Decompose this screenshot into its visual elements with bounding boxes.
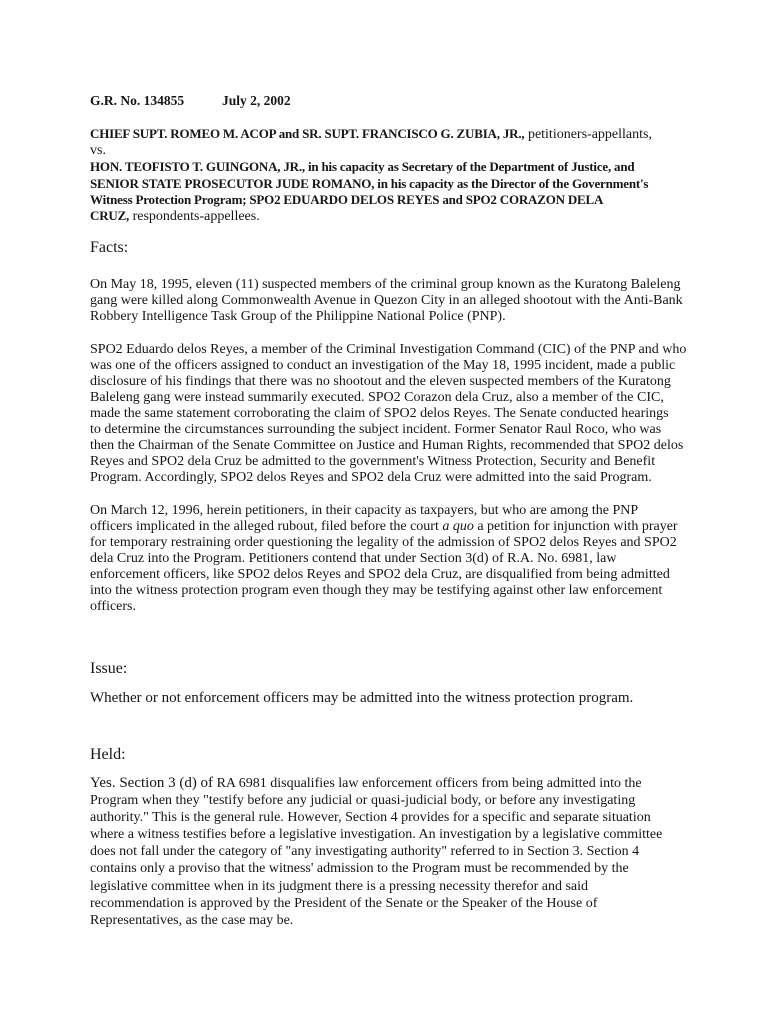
text-line: Program when they "testify before any judicial or quasi-judicial body, or before any investigating (90, 793, 636, 809)
respondents-line: Witness Protection Program; SPO2 EDUARDO DELOS REYES and SPO2 CORAZON DELA (90, 191, 604, 207)
case-number: G.R. No. 134855 (90, 93, 185, 108)
text-line: authority." This is the general rule. However, Section 4 provides for a specific and separate situation (90, 810, 651, 826)
text-line: was one of the officers assigned to conduct an investigation of the May 18, 1995 incident, made a public (90, 358, 676, 373)
text-line: recommendation is approved by the President of the Senate or the Speaker of the House of (90, 895, 598, 911)
text-line: to determine the circumstances surrounding the subject incident. Former Senator Raul Roco, who was (90, 422, 662, 437)
text-line: disclosure of his findings that there was no shootout and the eleven suspected members of the Kuratong (90, 374, 671, 389)
text-line: Robbery Intelligence Task Group of the Philippine National Police (PNP). (90, 309, 506, 324)
text-line: SPO2 Eduardo delos Reyes, a member of the Criminal Investigation Command (CIC) of the PNP and who (90, 342, 687, 357)
text-line: contains only a proviso that the witness' admission to the Program must be recommended by the (90, 861, 629, 877)
held-lead: Yes. Section 3 (d) of (90, 775, 214, 791)
text-line: into the witness protection program even though they may be testifying against other law enforcement (90, 583, 663, 598)
petitioners-line (90, 126, 748, 143)
facts-paragraph-2 (90, 342, 748, 486)
text-segment: officers implicated in the alleged rubout, filed before the court (90, 519, 443, 534)
versus-label: vs. (90, 143, 106, 159)
text-line: Reyes and SPO2 dela Cruz be admitted to the government's Witness Protection, Security and Benefit (90, 454, 656, 469)
text-line: then the Chairman of the Senate Committee on Justice and Human Rights, recommended that SPO2 delos (90, 438, 684, 453)
respondents-names-end: CRUZ, (90, 208, 130, 224)
text-line: gang were killed along Commonwealth Avenue in Quezon City in an alleged shootout with the Anti-Bank (90, 293, 683, 308)
respondents-role: respondents-appellees. (129, 209, 260, 225)
facts-paragraph-1 (90, 277, 748, 325)
text-line: enforcement officers, like SPO2 delos Reyes and SPO2 dela Cruz, are disqualified from being admitted (90, 567, 670, 582)
held-heading: Held: (90, 746, 126, 763)
text-line: officers. (90, 599, 136, 614)
facts-heading: Facts: (90, 239, 129, 256)
respondents-line: HON. TEOFISTO T. GUINGONA, JR., in his capacity as Secretary of the Department of Justice, and (90, 159, 635, 175)
text-line: for temporary restraining order questioning the legality of the admission of SPO2 delos Reyes and SPO2 (90, 535, 677, 550)
text-line: made the same statement corroborating the claim of SPO2 delos Reyes. The Senate conducted hearings (90, 406, 669, 421)
respondents-line (90, 208, 748, 225)
issue-question: Whether or not enforcement officers may be admitted into the witness protection program. (90, 690, 634, 706)
text-segment: RA 6981 disqualifies law enforcement officers from being admitted into the (213, 776, 642, 791)
facts-paragraph-3 (90, 503, 748, 615)
case-parties (90, 126, 748, 225)
text-line: Program. Accordingly, SPO2 delos Reyes and SPO2 dela Cruz were admitted into the said Program. (90, 470, 652, 485)
text-line: Representatives, as the case may be. (90, 912, 294, 928)
latin-term-italic: a quo (442, 519, 474, 534)
text-line (90, 519, 748, 535)
text-line: On March 12, 1996, herein petitioners, in their capacity as taxpayers, but who are among the PNP (90, 503, 639, 518)
text-segment: a petition for injunction with prayer (473, 519, 678, 534)
issue-heading: Issue: (90, 660, 128, 677)
text-line: does not fall under the category of "any investigating authority" referred to in Section 3. Section 4 (90, 844, 640, 860)
case-header (90, 93, 748, 109)
text-line (90, 775, 748, 792)
text-line: dela Cruz into the Program. Petitioners contend that under Section 3(d) of R.A. No. 6981, law (90, 551, 617, 566)
text-line: legislative committee when in its judgment there is a pressing necessity therefor and said (90, 878, 589, 894)
respondents-line: SENIOR STATE PROSECUTOR JUDE ROMANO, in his capacity as the Director of the Government's (90, 175, 649, 191)
text-line: where a witness testifies before a legislative investigation. An investigation by a legislative committee (90, 827, 663, 843)
held-paragraph (90, 775, 748, 929)
petitioners-names: CHIEF SUPT. ROMEO M. ACOP and SR. SUPT. FRANCISCO G. ZUBIA, JR., (90, 126, 525, 141)
petitioners-role: petitioners-appellants, (524, 127, 652, 142)
text-line: Baleleng gang were instead summarily executed. SPO2 Corazon dela Cruz, also a member of the CIC, (90, 390, 664, 405)
decision-date: July 2, 2002 (222, 93, 291, 108)
text-line: On May 18, 1995, eleven (11) suspected members of the criminal group known as the Kuratong Baleleng (90, 277, 681, 292)
